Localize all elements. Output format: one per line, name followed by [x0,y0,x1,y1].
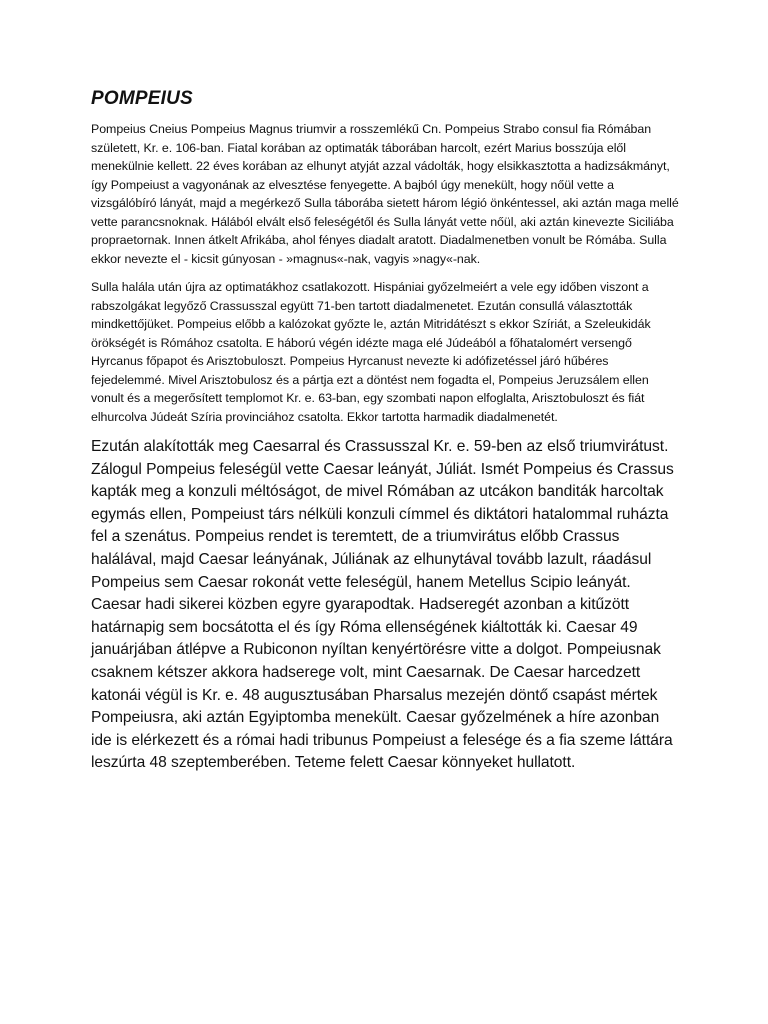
paragraph-triumvirate: Ezután alakították meg Caesarral és Crassusszal Kr. e. 59-ben az első triumvirátust. Zálogul Pompeius feleségül vette Caesar leányát, Júliát. Ismét Pompeius és Crassus kapták meg a konzuli méltóságot, de mivel Rómában az utcákon banditák harcoltak egymás ellen, Pompeiust társ nélküli konzuli címmel és diktátori hatalommal ruházta fel a szenátus. Pompeius rendet is teremtett, de a triumvirátus előbb Crassus halálával, majd Caesar leányának, Júliának az elhunytával tovább lazult, ráadásul Pompeius sem Caesar rokonát vette feleségül, hanem Metellus Scipio leányát. Caesar hadi sikerei közben egyre gyarapodtak. Hadseregét azonban a kitűzött határnapig sem bocsátotta el és így Róma ellenségének kiáltották ki. Caesar 49 januárjában átlépve a Rubiconon nyíltan kenyértörésre vitte a dolgot. Pompeiusnak csaknem kétszer akkora hadserege volt, mint Caesarnak. De Caesar harcedzett katonái végül is Kr. e. 48 augusztusában Pharsalus mezején döntő csapást mértek Pompeiusra, aki aztán Egyiptomba menekült. Caesar győzelmének a híre azonban ide is elérkezett és a római hadi tribunus Pompeiust a felesége és a fia szeme láttára leszúrta 48 szeptemberében. Teteme felett Caesar könnyeket hullatott. [91,438,674,772]
paragraph-early-life: Pompeius Cneius Pompeius Magnus triumvir a rosszemlékű Cn. Pompeius Strabo consul fia Rómában született, Kr. e. 106-ban. Fiatal korában az optimaták táborában harcolt, ezért Marius bosszúja elől menekülnie kellett. 22 éves korában az elhunyt atyját azzal vádolták, hogy elsikkasztotta a hadizsákmányt, így Pompeiust a vagyonának az elvesztése fenyegette. A bajból úgy menekült, hogy nőül vette a vizsgálóbíró lányát, majd a megérkező Sulla táborába sietett három légió önkéntessel, aki aztán maga mellé vette parancsnoknak. Hálából elvált első feleségétől és Sulla lányát vette nőül, aki aztán kinevezte Siciliába propraetornak. Innen átkelt Afrikába, ahol fényes diadalt aratott. Diadalmenetben vonult be Rómába. Sulla ekkor nevezte el - kicsit gúnyosan - »magnus«-nak, vagyis »nagy«-nak. [91,122,679,266]
paragraph-eastern-campaigns: Sulla halála után újra az optimatákhoz csatlakozott. Hispániai győzelmeiért a vele egy időben viszont a rabszolgákat legyőző Crassusszal együtt 71-ben tartott diadalmenetet. Ezután consullá választották mindkettőjüket. Pompeius előbb a kalózokat győzte le, aztán Mitridátészt s ekkor Szíriát, a Szeleukidák örökségét is Rómához csatolta. E háború végén idézte maga elé Júdeából a főhatalomért versengő Hyrcanus főpapot és Arisztobuloszt. Pompeius Hyrcanust nevezte ki adófizetéssel járó hűbéres fejedelemmé. Mivel Arisztobulosz és a pártja ezt a döntést nem fogadta el, Pompeius Jeruzsálem ellen vonult és a megerősített templomot Kr. e. 63-ban, egy szombati napon elfoglalta, Arisztobuloszt és fiát elhurcolva Júdeát Szíria provinciához csatolta. Ekkor tartotta harmadik diadalmenetét. [91,280,651,424]
document-title: POMPEIUS [91,88,193,109]
document-page [91,86,681,775]
